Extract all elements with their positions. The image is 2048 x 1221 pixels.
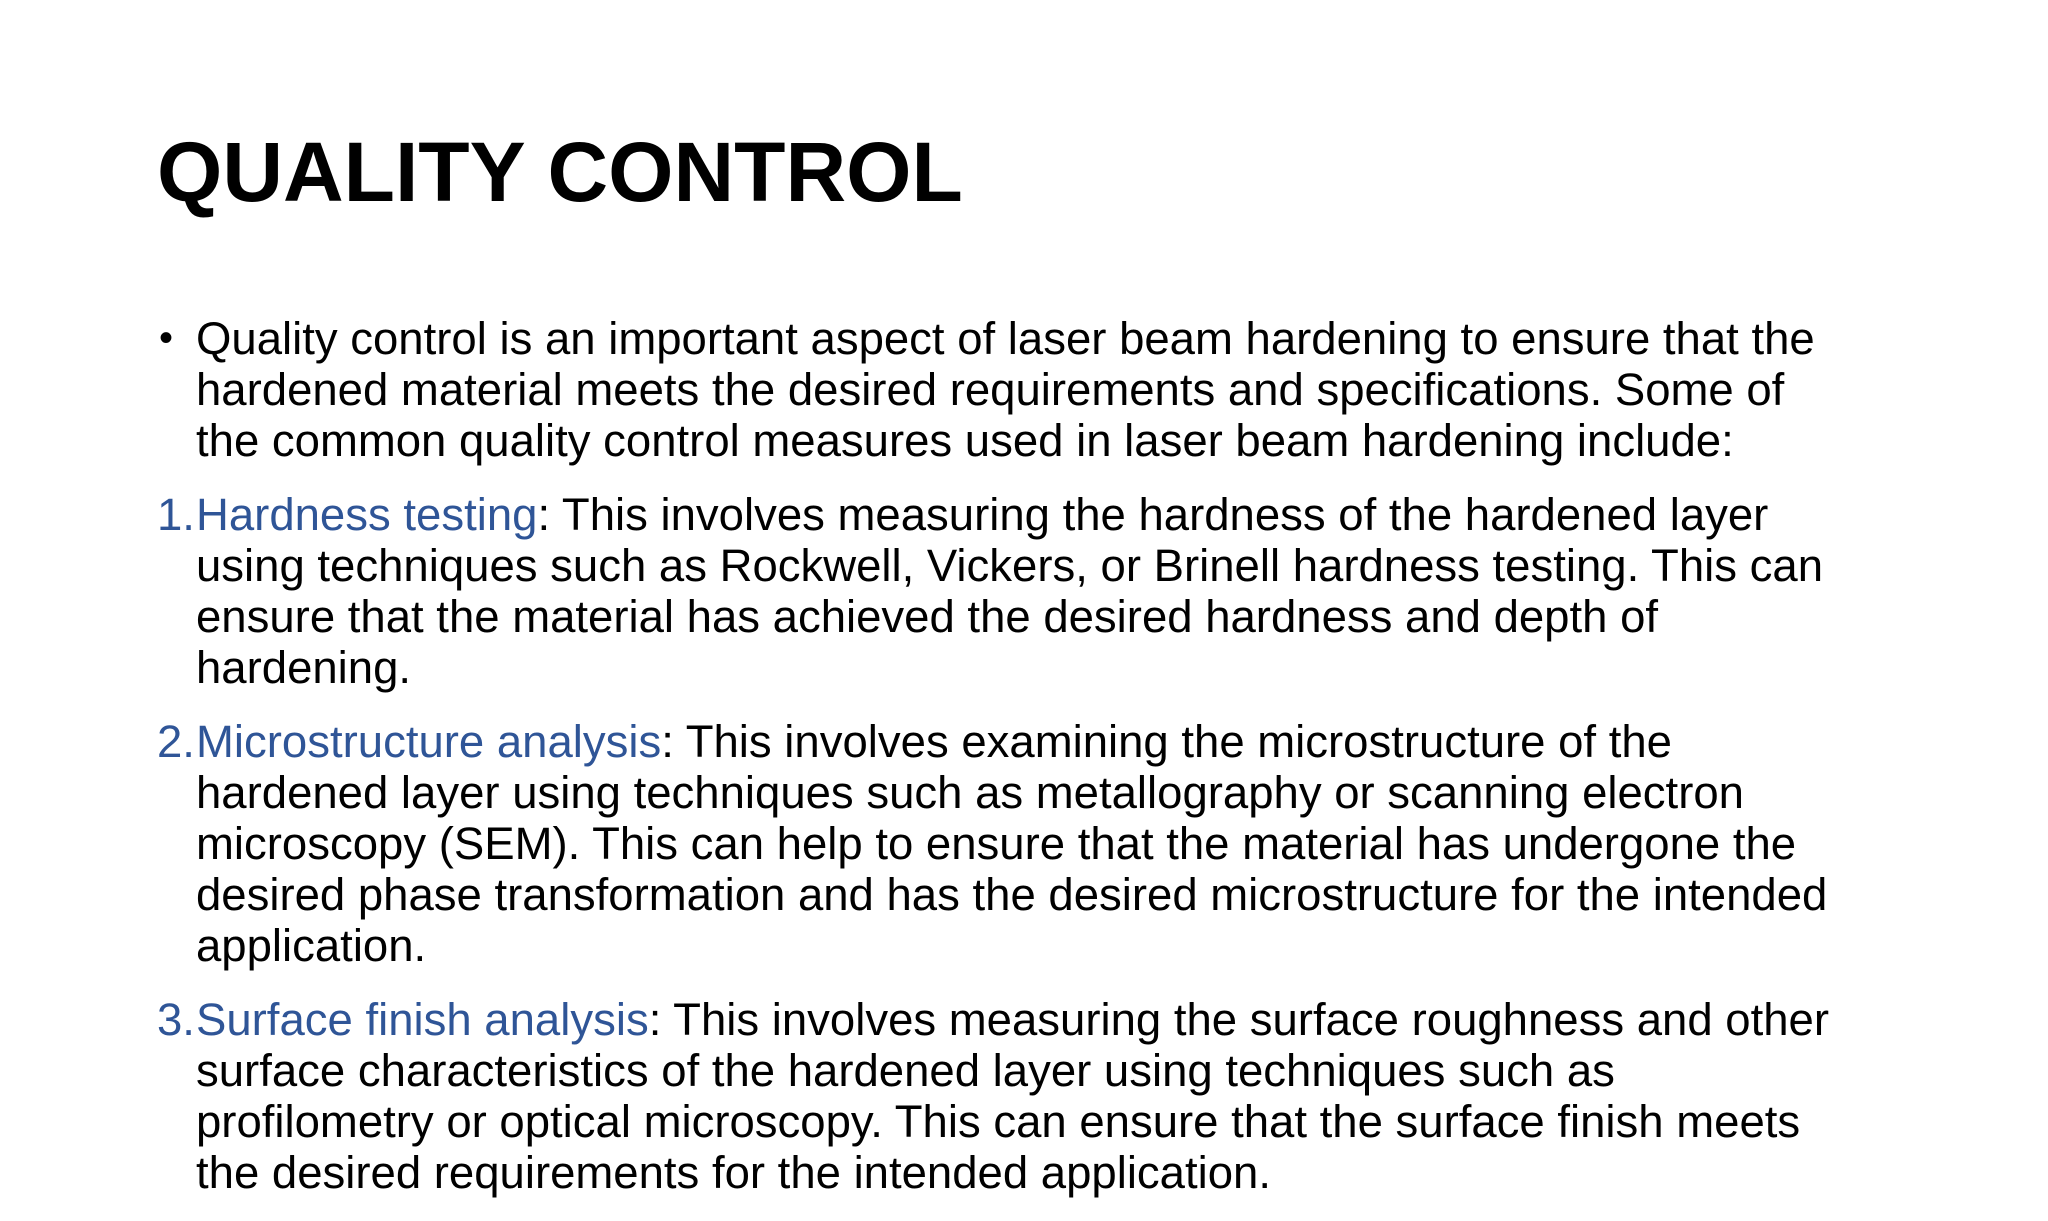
list-item-first-line	[196, 489, 1957, 540]
list-item-first-line-text: : This involves measuring the hardness of the hardened layer	[537, 489, 1769, 540]
list-item-line: using techniques such as Rockwell, Vickers, or Brinell hardness testing. This can	[196, 540, 1824, 591]
list-item-line: hardened layer using techniques such as metallography or scanning electron	[196, 767, 1744, 818]
intro-line: hardened material meets the desired requirements and specifications. Some of	[196, 364, 1785, 415]
slide-title: QUALITY CONTROL	[157, 125, 963, 219]
intro-bullet	[157, 313, 1957, 466]
list-item-line: surface characteristics of the hardened layer using techniques such as	[196, 1045, 1615, 1096]
intro-line: the common quality control measures used in laser beam hardening include:	[196, 415, 1734, 466]
bullet-marker: •	[159, 316, 174, 360]
list-item-line: the desired requirements for the intended application.	[196, 1147, 1271, 1198]
list-item-first-line	[196, 716, 1957, 767]
list-item-line: hardening.	[196, 642, 412, 693]
intro-line: Quality control is an important aspect of laser beam hardening to ensure that the	[196, 313, 1815, 364]
list-item-line: application.	[196, 920, 427, 971]
list-item-microstructure-analysis	[157, 716, 1957, 971]
list-item-term: Hardness testing	[196, 489, 538, 540]
list-number: 1.	[157, 489, 195, 540]
list-item-term: Surface finish analysis	[196, 994, 649, 1045]
list-item-hardness-testing	[157, 489, 1957, 693]
slide-body	[157, 313, 1957, 1221]
list-item-line: microscopy (SEM). This can help to ensure that the material has undergone the	[196, 818, 1797, 869]
list-item-first-line-text: : This involves examining the microstructure of the	[661, 716, 1672, 767]
list-item-line: desired phase transformation and has the desired microstructure for the intended	[196, 869, 1828, 920]
list-item-surface-finish-analysis	[157, 994, 1957, 1198]
list-number: 3.	[157, 994, 195, 1045]
list-item-first-line-text: : This involves measuring the surface roughness and other	[648, 994, 1829, 1045]
list-item-line: ensure that the material has achieved the desired hardness and depth of	[196, 591, 1659, 642]
list-item-line: profilometry or optical microscopy. This can ensure that the surface finish meets	[196, 1096, 1801, 1147]
list-item-term: Microstructure analysis	[196, 716, 662, 767]
list-number: 2.	[157, 716, 195, 767]
list-item-first-line	[196, 994, 1957, 1045]
